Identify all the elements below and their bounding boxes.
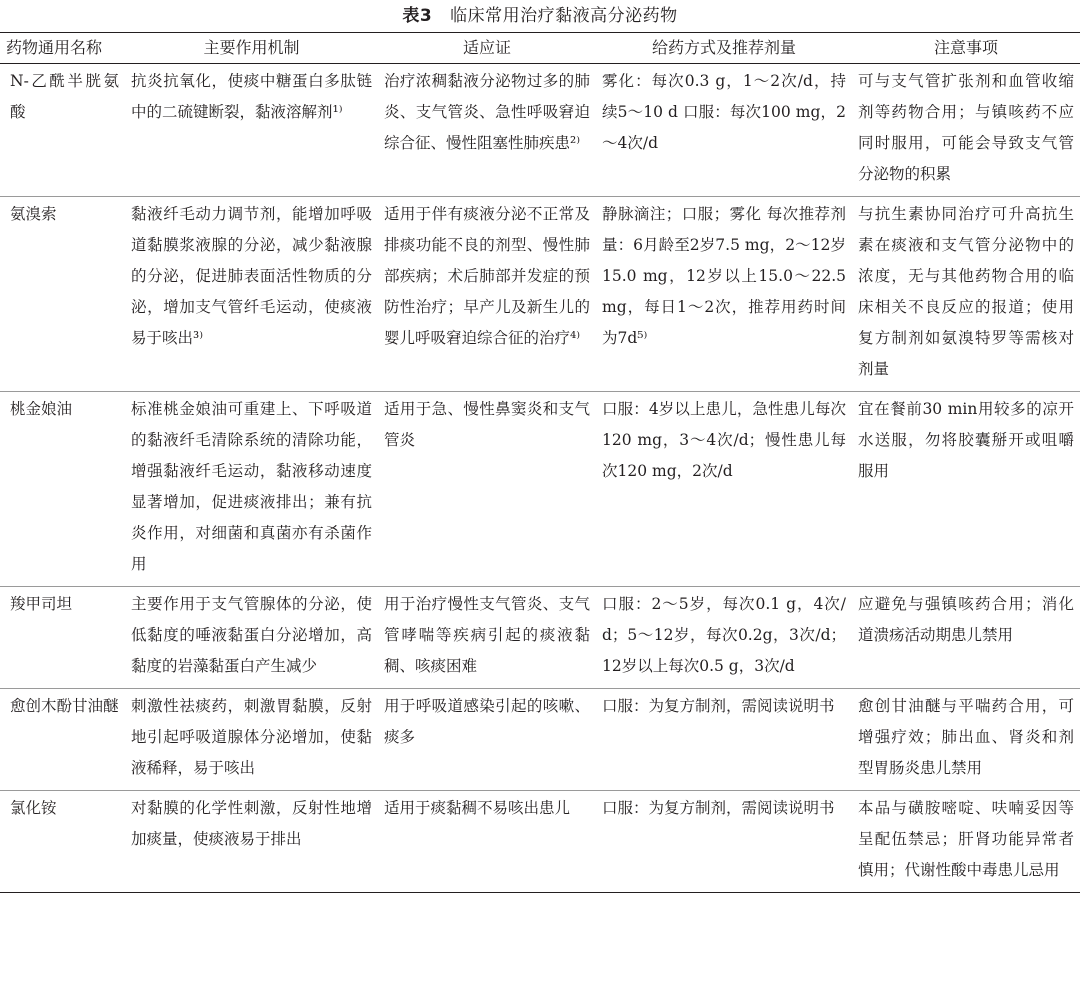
notes-cell: 应避免与强镇咳药合用；消化道溃疡活动期患儿禁用 bbox=[852, 587, 1080, 689]
header-drug-name: 药物通用名称 bbox=[0, 33, 125, 64]
table-row bbox=[0, 64, 1080, 197]
table-row bbox=[0, 689, 1080, 791]
mechanism-cell: 抗炎抗氧化，使痰中糖蛋白多肽链中的二硫键断裂，黏液溶解剂¹⁾ bbox=[125, 64, 378, 197]
mechanism-cell: 黏液纤毛动力调节剂，能增加呼吸道黏膜浆液腺的分泌，减少黏液腺的分泌，促进肺表面活性物质的分泌，增加支气管纤毛运动，使痰液易于咳出³⁾ bbox=[125, 197, 378, 392]
indication-cell: 用于治疗慢性支气管炎、支气管哮喘等疾病引起的痰液黏稠、咳痰困难 bbox=[378, 587, 596, 689]
dosage-cell: 口服：为复方制剂，需阅读说明书 bbox=[602, 799, 835, 817]
drug-name-cell: 羧甲司坦 bbox=[0, 587, 125, 689]
table-caption bbox=[0, 0, 1080, 32]
dosage-cell: 口服：2～5岁，每次0.1 g，4次/d；5～12岁，每次0.2g，3次/d；12岁以上每次0.5 g，3次/d bbox=[596, 587, 852, 689]
notes-cell: 愈创甘油醚与平喘药合用，可增强疗效；肺出血、肾炎和剂型胃肠炎患儿禁用 bbox=[852, 689, 1080, 791]
notes-cell: 本品与磺胺嘧啶、呋喃妥因等呈配伍禁忌；肝肾功能异常者慎用；代谢性酸中毒患儿忌用 bbox=[858, 799, 1074, 879]
table-row bbox=[0, 392, 1080, 587]
dosage-cell: 静脉滴注；口服；雾化 每次推荐剂量：6月龄至2岁7.5 mg，2～12岁15.0 mg，12岁以上15.0～22.5 mg，每日1～2次，推荐用药时间为7d⁵⁾ bbox=[596, 197, 852, 392]
indication-cell: 治疗浓稠黏液分泌物过多的肺炎、支气管炎、急性呼吸窘迫综合征、慢性阻塞性肺疾患²⁾ bbox=[378, 64, 596, 197]
notes-cell: 可与支气管扩张剂和血管收缩剂等药物合用；与镇咳药不应同时服用，可能会导致支气管分泌物的积累 bbox=[852, 64, 1080, 197]
dosage-cell: 口服：为复方制剂，需阅读说明书 bbox=[596, 689, 852, 791]
mechanism-cell: 标准桃金娘油可重建上、下呼吸道的黏液纤毛清除系统的清除功能，增强黏液纤毛运动，黏液移动速度显著增加，促进痰液排出；兼有抗炎作用，对细菌和真菌亦有杀菌作用 bbox=[125, 392, 378, 587]
drug-table bbox=[0, 32, 1080, 893]
notes-cell: 宜在餐前30 min用较多的凉开水送服，勿将胶囊掰开或咀嚼服用 bbox=[852, 392, 1080, 587]
header-notes: 注意事项 bbox=[852, 33, 1080, 64]
drug-name-cell: 氯化铵 bbox=[10, 799, 57, 817]
indication-cell: 适用于痰黏稠不易咳出患儿 bbox=[384, 799, 571, 817]
header-indication: 适应证 bbox=[378, 33, 596, 64]
indication-cell: 适用于急、慢性鼻窦炎和支气管炎 bbox=[378, 392, 596, 587]
drug-name-cell: 氨溴索 bbox=[0, 197, 125, 392]
drug-name-cell: 桃金娘油 bbox=[0, 392, 125, 587]
table-row bbox=[0, 587, 1080, 689]
table-title: 临床常用治疗黏液高分泌药物 bbox=[450, 6, 678, 26]
table-number: 表3 bbox=[402, 6, 433, 26]
table-row bbox=[0, 791, 1080, 893]
dosage-cell: 雾化：每次0.3 g，1～2次/d，持续5～10 d 口服：每次100 mg，2～4次/d bbox=[596, 64, 852, 197]
indication-cell: 用于呼吸道感染引起的咳嗽、痰多 bbox=[378, 689, 596, 791]
mechanism-cell: 对黏膜的化学性刺激，反射性地增加痰量，使痰液易于排出 bbox=[131, 799, 372, 848]
dosage-cell: 口服：4岁以上患儿，急性患儿每次120 mg，3～4次/d；慢性患儿每次120 mg，2次/d bbox=[596, 392, 852, 587]
drug-name-cell: N-乙酰半胱氨酸 bbox=[0, 64, 125, 197]
mechanism-cell: 主要作用于支气管腺体的分泌，使低黏度的唾液黏蛋白分泌增加，高黏度的岩藻黏蛋白产生减少 bbox=[125, 587, 378, 689]
table-row bbox=[0, 197, 1080, 392]
mechanism-cell: 刺激性祛痰药，刺激胃黏膜，反射地引起呼吸道腺体分泌增加，使黏液稀释，易于咳出 bbox=[125, 689, 378, 791]
header-mechanism: 主要作用机制 bbox=[125, 33, 378, 64]
table-header-row bbox=[0, 33, 1080, 64]
notes-cell: 与抗生素协同治疗可升高抗生素在痰液和支气管分泌物中的浓度，无与其他药物合用的临床相关不良反应的报道；使用复方制剂如氨溴特罗等需核对剂量 bbox=[852, 197, 1080, 392]
header-dosage: 给药方式及推荐剂量 bbox=[596, 33, 852, 64]
indication-cell: 适用于伴有痰液分泌不正常及排痰功能不良的剂型、慢性肺部疾病；术后肺部并发症的预防性治疗；早产儿及新生儿的婴儿呼吸窘迫综合征的治疗⁴⁾ bbox=[378, 197, 596, 392]
drug-name-cell: 愈创木酚甘油醚 bbox=[0, 689, 125, 791]
